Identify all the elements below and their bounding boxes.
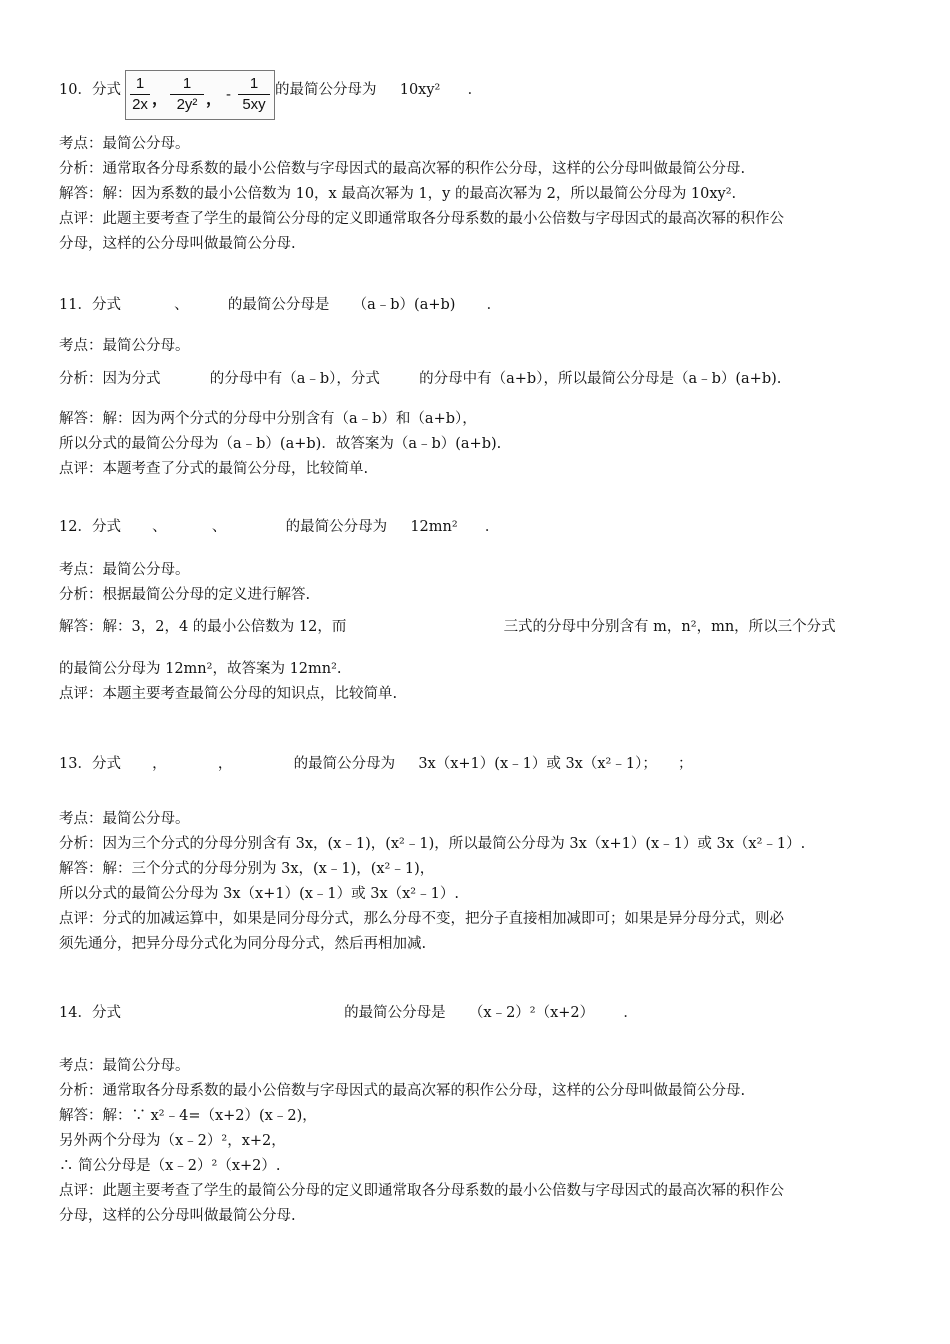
question-11-kaodian: 考点：最简公分母。 xyxy=(59,338,190,354)
question-13-jieda-line1: 解答：解：三个分式的分母分别为 3x，(x﹣1)，(x²﹣1)， xyxy=(59,861,435,877)
question-13-answer: 3x（x+1）(x﹣1）或 3x（x²﹣1）； xyxy=(418,756,657,772)
question-12-dianping: 点评：本题主要考查最简公分母的知识点，比较简单. xyxy=(59,686,398,702)
question-11-prefix: 11．分式 xyxy=(59,297,121,313)
question-11-fenxi-a: 分析：因为分式 xyxy=(59,371,161,387)
question-14-fenxi: 分析：通常取各分母系数的最小公倍数与字母因式的最高次幂的积作公分母，这样的公分母叫做最简公分母. xyxy=(59,1083,746,1099)
fraction-1-denominator: 2x xyxy=(132,96,148,113)
question-10-dianping-line1: 点评：此题主要考查了学生的最简公分母的定义即通常取各分母系数的最小公倍数与字母因式的最高次幂的积作公 xyxy=(59,211,784,227)
question-11-jieda-line1: 解答：解：因为两个分式的分母中分别含有（a﹣b）和（a+b）， xyxy=(59,411,477,427)
fraction-2 xyxy=(170,74,204,115)
question-11-dianping: 点评：本题考查了分式的最简公分母，比较简单. xyxy=(59,461,369,477)
question-12-jieda-line1 xyxy=(59,617,836,637)
question-12-jieda-a: 解答：解：3，2，4 的最小公倍数为 12，而 xyxy=(59,619,347,635)
fraction-separator: ， xyxy=(152,91,169,108)
fraction-3-sign: - xyxy=(226,86,231,103)
fraction-3 xyxy=(238,74,270,115)
question-13-sep1: ， xyxy=(152,756,167,772)
question-12-stem xyxy=(59,517,499,537)
question-13-dianping-line1: 点评：分式的加减运算中，如果是同分母分式，那么分母不变，把分子直接相加减即可；如果是异分母分式，则必 xyxy=(59,911,784,927)
question-13-mid: 的最简公分母为 xyxy=(293,756,396,772)
question-12-answer: 12mn² xyxy=(410,519,458,535)
question-14-jieda-line1: 解答：解：∵ x²﹣4=（x+2）(x﹣2)， xyxy=(59,1108,317,1124)
question-13-dianping-line2: 须先通分，把异分母分式化为同分母分式，然后再相加减. xyxy=(59,936,427,952)
question-14-kaodian: 考点：最简公分母。 xyxy=(59,1058,190,1074)
question-13-jieda-line2: 所以分式的最简公分母为 3x（x+1）(x﹣1）或 3x（x²﹣1）. xyxy=(59,886,459,902)
question-14-dianping-line1: 点评：此题主要考查了学生的最简公分母的定义即通常取各分母系数的最小公倍数与字母因式的最高次幂的积作公 xyxy=(59,1183,784,1199)
fraction-1-numerator: 1 xyxy=(135,75,145,92)
question-14-mid: 的最简公分母是 xyxy=(344,1005,446,1021)
question-10-fractions-image xyxy=(125,70,275,120)
question-10-kaodian: 考点：最简公分母。 xyxy=(59,136,190,152)
question-12-prefix: 12．分式 xyxy=(59,519,121,535)
question-11-end: ． xyxy=(486,297,502,313)
question-14-jieda-line2: 另外两个分母为（x﹣2）²，x+2， xyxy=(59,1133,286,1149)
question-13-end: ； xyxy=(678,756,693,772)
question-12-fenxi: 分析：根据最简公分母的定义进行解答. xyxy=(59,587,311,603)
question-13-fenxi: 分析：因为三个分式的分母分别含有 3x，(x﹣1)，(x²﹣1)，所以最简公分母为 3x（x+1）(x﹣1）或 3x（x²﹣1）. xyxy=(59,836,806,852)
question-12-jieda-b: 三式的分母中分别含有 m，n²，mn，所以三个分式 xyxy=(503,619,836,635)
question-12-end: ． xyxy=(484,519,500,535)
question-11-stem xyxy=(59,295,501,315)
fraction-separator: ， xyxy=(206,91,223,108)
fraction-2-denominator: 2y² xyxy=(176,96,198,113)
question-12-jieda-line2: 的最简公分母为 12mn²，故答案为 12mn². xyxy=(59,661,342,677)
question-11-mid: 的最简公分母是 xyxy=(227,297,330,313)
question-10-fenxi: 分析：通常取各分母系数的最小公倍数与字母因式的最高次幂的积作公分母，这样的公分母叫做最简公分母. xyxy=(59,161,746,177)
question-14-jieda-line3: ∴ 简公分母是（x﹣2）²（x+2）. xyxy=(59,1158,281,1174)
question-10-answer: 10xy² xyxy=(399,82,441,98)
question-10-mid: 的最简公分母为 xyxy=(275,82,377,98)
question-14-dianping-line2: 分母，这样的公分母叫做最简公分母. xyxy=(59,1208,296,1224)
question-13-stem xyxy=(59,754,693,774)
question-12-sep1: 、 xyxy=(152,519,167,535)
question-11-fenxi-c: 的分母中有（a+b），所以最简公分母是（a﹣b）(a+b). xyxy=(419,371,782,387)
question-11-fenxi xyxy=(59,369,781,389)
question-11-answer: （a﹣b）(a+b) xyxy=(352,297,456,313)
question-14-answer: （x﹣2）²（x+2） xyxy=(468,1005,595,1021)
question-10-dianping-line2: 分母，这样的公分母叫做最简公分母. xyxy=(59,236,296,252)
question-10-end: ． xyxy=(467,82,483,98)
question-13-kaodian: 考点：最简公分母。 xyxy=(59,811,190,827)
question-11-sep: 、 xyxy=(174,297,189,313)
fraction-3-numerator: 1 xyxy=(249,75,259,92)
question-14-stem xyxy=(59,1003,638,1023)
question-14-prefix: 14．分式 xyxy=(59,1005,121,1021)
question-10-text xyxy=(275,80,482,100)
question-13-sep2: ， xyxy=(217,756,233,772)
question-13-prefix: 13．分式 xyxy=(59,756,121,772)
fraction-2-numerator: 1 xyxy=(182,75,192,92)
question-12-kaodian: 考点：最简公分母。 xyxy=(59,562,190,578)
question-10-jieda: 解答：解：因为系数的最小公倍数为 10，x 最高次幂为 1，y 的最高次幂为 2，所以最简公分母为 10xy². xyxy=(59,186,737,202)
fraction-1 xyxy=(130,74,150,115)
question-11-fenxi-b: 的分母中有（a﹣b），分式 xyxy=(209,371,380,387)
question-12-mid: 的最简公分母为 xyxy=(285,519,388,535)
question-14-end: ． xyxy=(623,1005,638,1021)
question-10-prefix: 10．分式 xyxy=(59,82,121,98)
fraction-3-denominator: 5xy xyxy=(242,96,266,113)
question-12-sep2: 、 xyxy=(211,519,227,535)
question-11-jieda-line2: 所以分式的最简公分母为（a﹣b）(a+b)．故答案为（a﹣b）(a+b). xyxy=(59,436,502,452)
